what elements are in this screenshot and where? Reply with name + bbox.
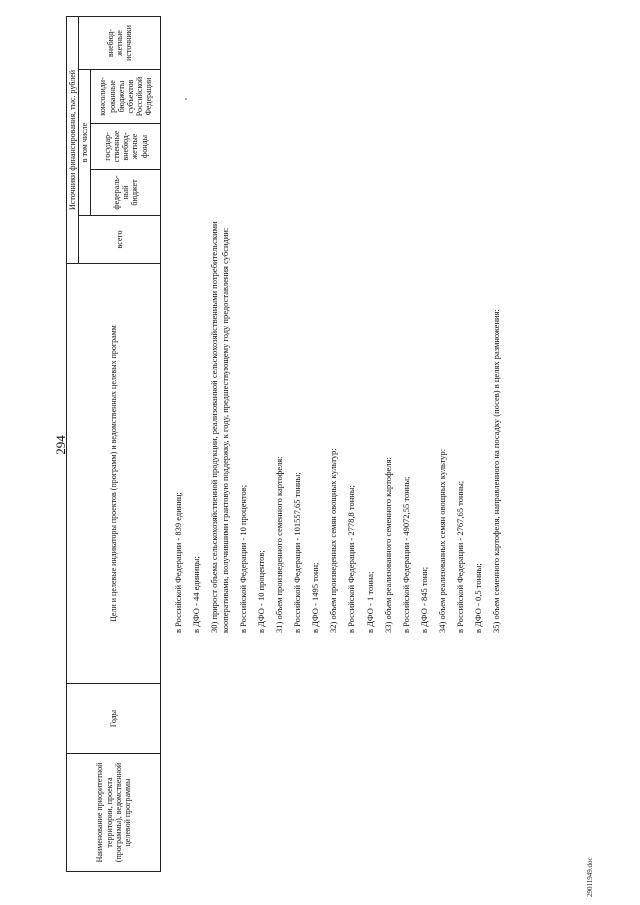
list-item: в ДФО - 44 единицы; bbox=[191, 556, 202, 633]
col-sources-header: Источники финансирования, тыс. рублей bbox=[67, 16, 79, 263]
list-item: 32) объем произведенных семян овощных культур: bbox=[328, 448, 339, 633]
list-item: в Российской Федерации - 2767,65 тонны; bbox=[454, 480, 465, 633]
col-consolidated-header: консолиди- рованные бюджеты субъектов Российской Федерации bbox=[91, 70, 161, 124]
col-name-header: Наименование приоритетной территории, проекта (программы), ведомственной целевой программы bbox=[67, 754, 161, 872]
indicator-list bbox=[173, 213, 509, 633]
col-state-funds-header: государ- ственные внебюд- жетные фонды bbox=[91, 124, 161, 170]
list-item: 34) объем реализованных семян овощных культур: bbox=[436, 448, 447, 633]
footer-file-id: 29011949.doc bbox=[586, 857, 594, 897]
col-federal-header: федераль- ный бюджет bbox=[91, 170, 161, 216]
col-total-header: всего bbox=[79, 216, 161, 264]
list-item: в ДФО - 1 тонна; bbox=[364, 571, 375, 633]
list-item: 35) объем семенного картофеля, направленного на посадку (посев) в целях размножения: bbox=[490, 309, 501, 633]
list-item: в Российской Федерации - 49072,55 тонны; bbox=[400, 476, 411, 633]
list-item: в Российской Федерации - 101557,65 тонны; bbox=[292, 472, 303, 633]
list-item: 30) прирост объема сельскохозяйственной продукции, реализованной сельскохозяйственными потребительскими кооперативами, получившими грантовую поддержку, к году, предшествующему году предоставления субсидии: bbox=[209, 221, 231, 633]
list-item: в Российской Федерации - 2778,8 тонны; bbox=[346, 485, 357, 633]
col-extrabudget-header: внебюд- жетные источники bbox=[79, 16, 161, 69]
list-item: в Российской Федерации - 10 процентов; bbox=[238, 484, 249, 633]
col-years-header: Годы bbox=[67, 684, 161, 754]
page-number: 294 bbox=[53, 435, 68, 455]
list-item: в ДФО - 0,5 тонны; bbox=[472, 563, 483, 633]
scan-speck bbox=[185, 98, 187, 100]
list-item: в ДФО - 10 процентов; bbox=[256, 550, 267, 633]
list-item: 33) объем реализованного семенного картофеля: bbox=[382, 457, 393, 633]
list-item: 31) объем произведенного семенного картофеля: bbox=[274, 456, 285, 633]
header-table bbox=[66, 16, 161, 872]
list-item: в ДФО - 845 тонн; bbox=[418, 566, 429, 633]
col-goals-header: Цели и целевые индикаторы проектов (программ) и ведомственных целевых программ bbox=[67, 264, 161, 684]
col-including-header: в том числе bbox=[79, 70, 91, 216]
list-item: в ДФО - 1495 тонн; bbox=[310, 562, 321, 633]
list-item: в Российской Федерации - 839 единиц; bbox=[173, 492, 183, 633]
